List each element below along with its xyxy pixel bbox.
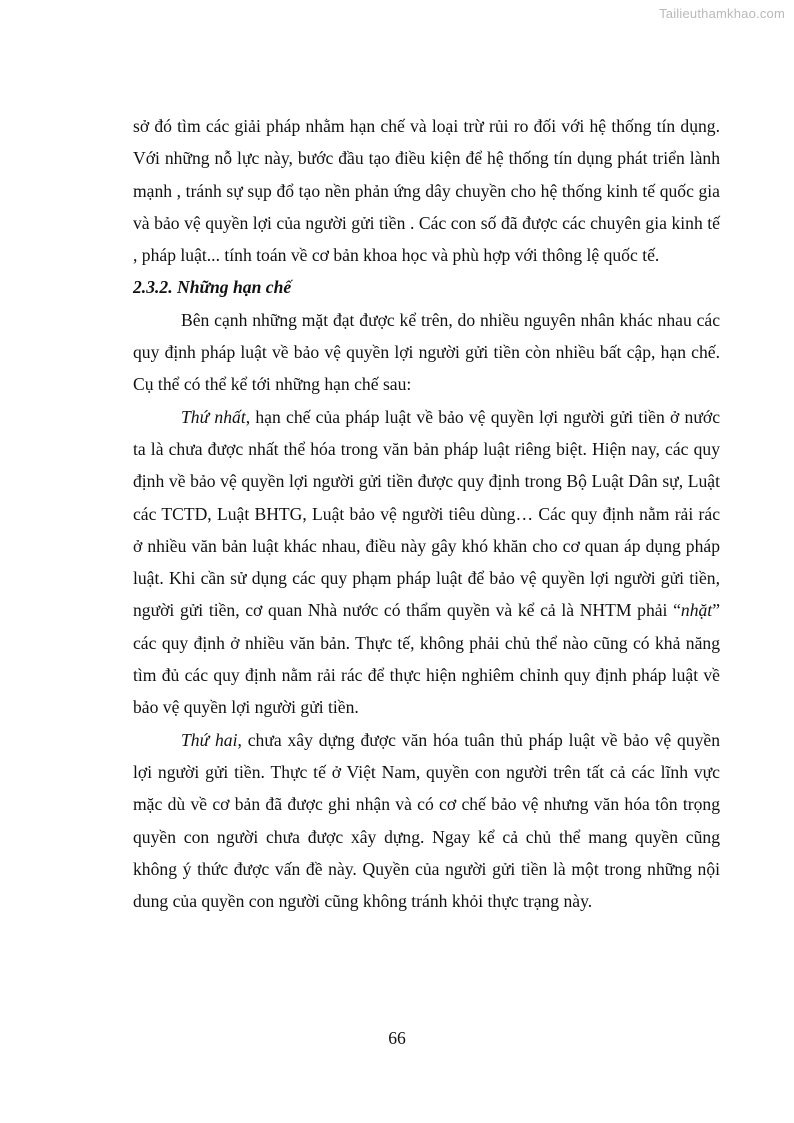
document-body — [133, 110, 720, 917]
first-point-text-a: , hạn chế của pháp luật về bảo vệ quyền lợi người gửi tiền ở nước ta là chưa được nhất thể hóa trong văn bản pháp luật riêng biệt. Hiện nay, các quy định về bảo vệ quyền lợi người gửi tiền được quy định trong Bộ Luật Dân sự, Luật các TCTD, Luật BHTG, Luật bảo vệ người tiêu dùng… Các quy định nằm rải rác ở nhiều văn bản luật khác nhau, điều này gây khó khăn cho cơ quan áp dụng pháp luật. Khi cần sử dụng các quy phạm pháp luật để bảo vệ quyền lợi người gửi tiền, người gửi tiền, cơ quan Nhà nước có thẩm quyền và kể cả là NHTM phải “ — [133, 406, 721, 621]
page-number: 66 — [388, 1028, 406, 1048]
first-point-text-b: ” các quy định ở nhiều văn bản. Thực tế, không phải chủ thể nào cũng có khả năng tìm đủ các quy định nằm rải rác để thực hiện nghiêm chỉnh quy định pháp luật về bảo vệ quyền lợi người gửi tiền. — [133, 600, 720, 718]
watermark: Tailieuthamkhao.com — [659, 6, 785, 21]
paragraph-continuation: sở đó tìm các giải pháp nhằm hạn chế và loại trừ rủi ro đối với hệ thống tín dụng. Với những nỗ lực này, bước đầu tạo điều kiện để hệ thống tín dụng phát triển lành mạnh , tránh sự sụp đổ tạo nền phản ứng dây chuyền cho hệ thống kinh tế quốc gia và bảo vệ quyền lợi của người gửi tiền . Các con số đã được các chuyên gia kinh tế , pháp luật... tính toán về cơ bản khoa học và phù hợp với thông lệ quốc tế. — [133, 116, 720, 266]
section-heading: 2.3.2. Những hạn chế — [133, 277, 292, 298]
second-point-text: , chưa xây dựng được văn hóa tuân thủ pháp luật về bảo vệ quyền lợi người gửi tiền. Thực tế ở Việt Nam, quyền con người trên tất cả các lĩnh vực mặc dù về cơ bản đã được ghi nhận và có cơ chế bảo vệ nhưng văn hóa tôn trọng quyền con người chưa được xây dựng. Ngay kể cả chủ thể mang quyền cũng không ý thức được vấn đề này. Quyền của người gửi tiền là một trong những nội dung của quyền con người cũng không tránh khỏi thực trạng này. — [133, 729, 720, 912]
second-point-lead: Thứ hai — [181, 729, 238, 750]
paragraph-intro: Bên cạnh những mặt đạt được kể trên, do nhiều nguyên nhân khác nhau các quy định pháp luật về bảo vệ quyền lợi người gửi tiền còn nhiều bất cập, hạn chế. Cụ thể có thể kể tới những hạn chế sau: — [133, 309, 720, 395]
first-point-quote: nhặt — [680, 600, 713, 621]
paragraph-first-point — [133, 401, 720, 724]
paragraph-second-point — [133, 724, 720, 918]
first-point-lead: Thứ nhất — [181, 406, 246, 427]
